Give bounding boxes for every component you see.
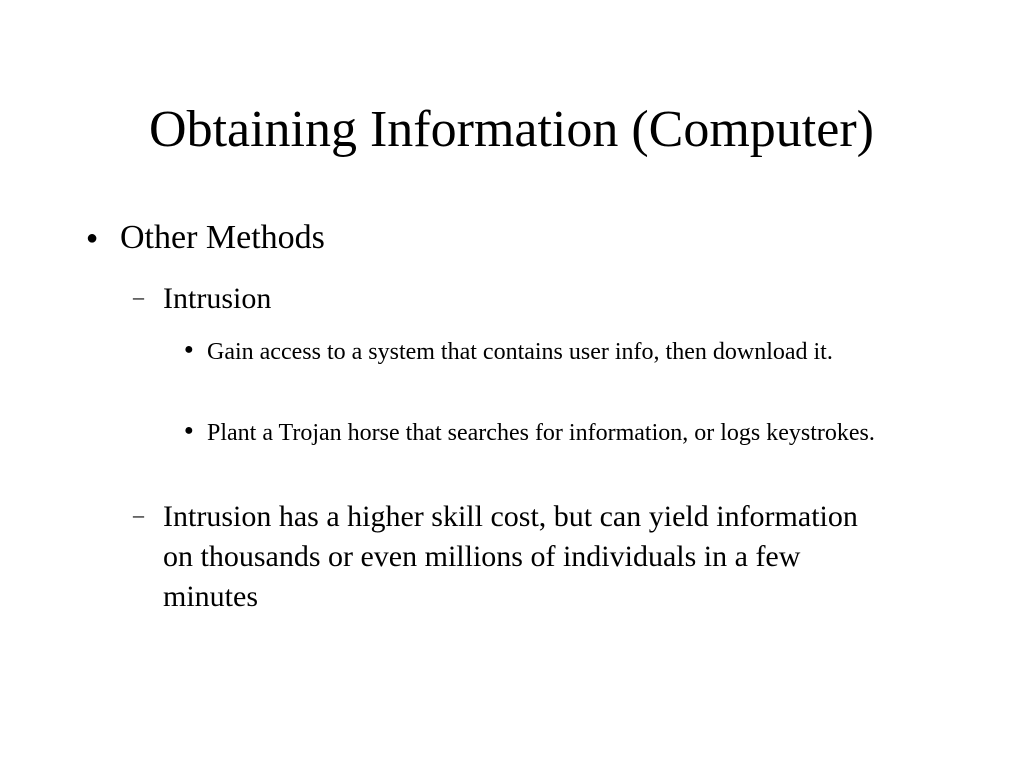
slide-title: Obtaining Information (Computer)	[149, 101, 874, 158]
bullet-text: Intrusion has a higher skill cost, but can yield information on thousands or even millions of individuals in a few minutes	[163, 500, 858, 613]
bullet-text: Intrusion	[163, 282, 272, 315]
round-bullet-icon: ●	[184, 422, 194, 439]
bullet-text: Other Methods	[120, 219, 325, 256]
round-bullet-icon: ●	[184, 341, 194, 358]
bullet-text: Gain access to a system that contains user info, then download it.	[207, 339, 833, 365]
dash-bullet-icon: –	[133, 284, 144, 309]
dash-bullet-icon: –	[133, 502, 144, 527]
bullet-text: Plant a Trojan horse that searches for information, or logs keystrokes.	[207, 420, 875, 446]
round-bullet-icon: ●	[86, 227, 99, 249]
